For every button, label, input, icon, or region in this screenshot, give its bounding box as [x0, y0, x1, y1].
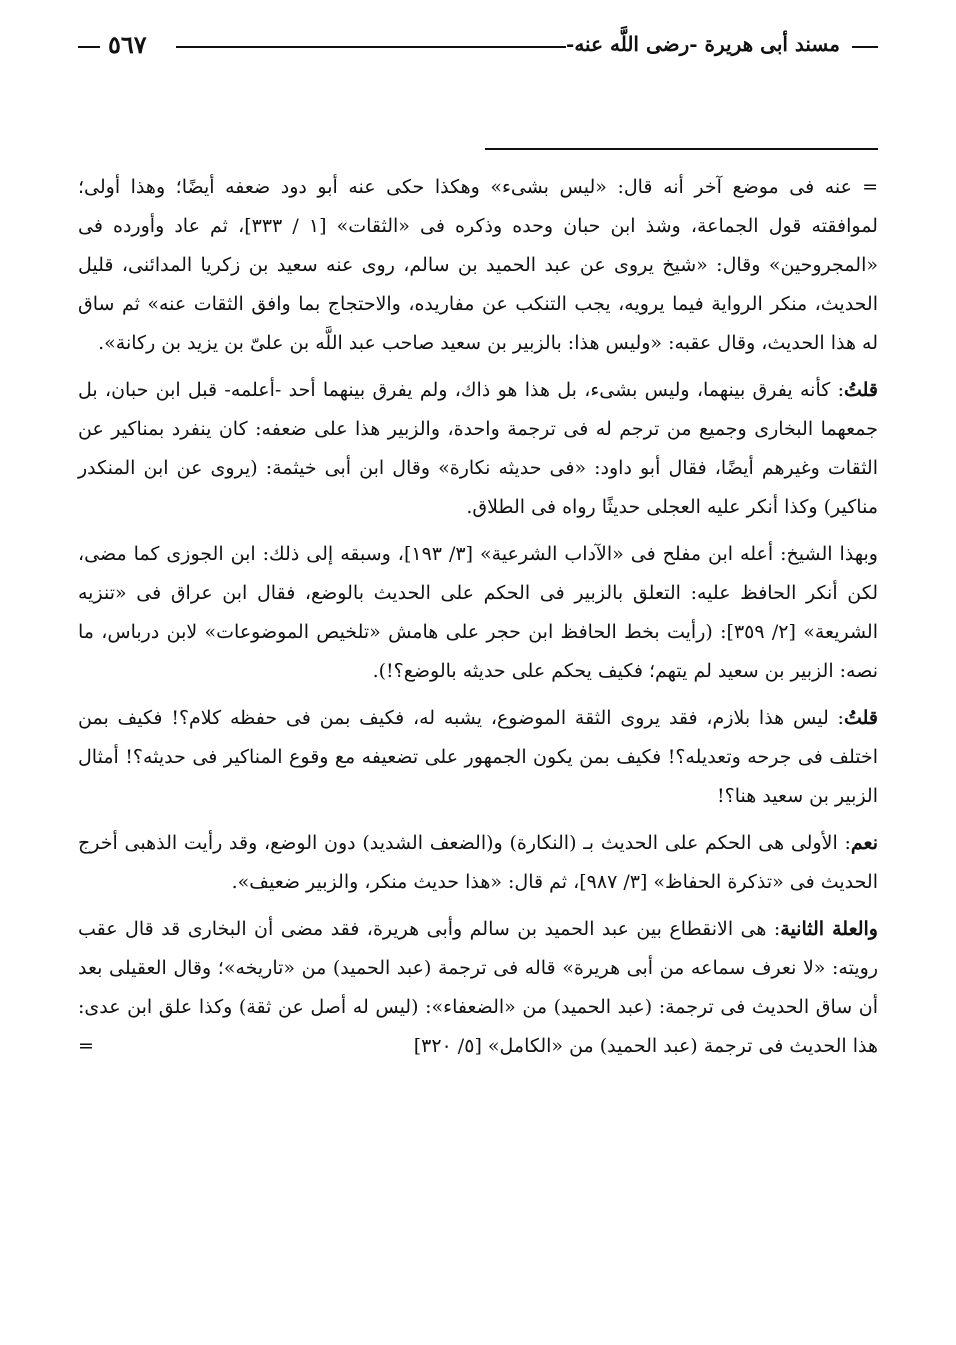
paragraph-1-text: عنه فى موضع آخر أنه قال: «ليس بشىء» وهكذا حكى عنه أبو دود ضعفه أيضًا؛ وهذا أولى؛ لموافقته قول الجماعة، وشذ ابن حبان وحده وذكره فى «الثقات» [١ / ٣٣٣]، ثم عاد وأورده فى «المجروحين» وقال: «شيخ يروى عن عبد الحميد بن سالم، روى عنه سعيد بن زكريا المدائنى، قليل الحديث، منكر الرواية فيما يرويه، يجب التنكب عن مفاريده، والاحتجاج بما وافق الثقات عنه» ثم ساق له هذا الحديث، وقال عقبه: «وليس هذا: بالزبير بن سعيد صاحب عبد اللَّه بن علىّ بن يزيد بن ركانة».: [78, 176, 878, 354]
paragraph-5-text: : الأولى هى الحكم على الحديث بـ (النكارة) و(الضعف الشديد) دون الوضع، وقد رأيت الذهبى أخرج الحديث فى «تذكرة الحفاظ» [٣/ ٩٨٧]، ثم قال: «هذا حديث منكر، والزبير ضعيف».: [78, 832, 878, 893]
paragraph-3: [78, 535, 878, 691]
paragraph-6-label: والعلة الثانية: [780, 918, 878, 940]
page-number: ٥٦٧: [108, 30, 147, 59]
paragraph-2-label: قلتُ: [843, 379, 878, 401]
paragraph-3-text: وبهذا الشيخ: أعله ابن مفلح فى «الآداب الشرعية» [٣/ ١٩٣]، وسبقه إلى ذلك: ابن الجوزى كما مضى، لكن أنكر الحافظ عليه: التعلق بالزبير فى الحكم على الحديث بالوضع، فقال ابن عراق فى «تنزيه الشريعة» [٢/ ٣٥٩]: (رأيت بخط الحافظ ابن حجر على هامش «تلخيص الموضوعات» لابن درباس، ما نصه: الزبير بن سعيد لم يتهم؛ فكيف يحكم على حديثه بالوضع؟!).: [78, 543, 878, 682]
paragraph-2: [78, 371, 878, 527]
continuation-marker-end: =: [78, 1035, 94, 1057]
header-rule: [176, 46, 566, 48]
paragraph-1: [78, 168, 878, 363]
paragraph-4-label: قلتُ: [843, 707, 878, 729]
paragraph-2-text: : كأنه يفرق بينهما، وليس بشىء، بل هذا هو ذاك، ولم يفرق بينهما أحد -أعلمه- قبل ابن حبان، بل جمعهما البخارى وجميع من ترجم له فى ترجمة واحدة، والزبير هذا على ضعفه: كان ينفرد بمناكير عن الثقات وغيرهم أيضًا، فقال أبو داود: «فى حديثه نكارة» وقال ابن أبى خيثمة: (يروى عن ابن المنكدر مناكير) وكذا أنكر عليه العجلى حديثًا رواه فى الطلاق.: [78, 379, 878, 518]
footnote-body: [78, 168, 878, 1074]
continuation-marker: =: [862, 176, 878, 198]
paragraph-6: [78, 910, 878, 1066]
footnote-separator: [485, 148, 878, 150]
header-title: مسند أبى هريرة -رضى اللَّه عنه-: [566, 32, 840, 56]
paragraph-5-label: نعم: [850, 832, 878, 854]
paragraph-6-text: : هى الانقطاع بين عبد الحميد بن سالم وأبى هريرة، فقد مضى أن البخارى قد قال عقب رويته: «لا نعرف سماعه من أبى هريرة» قاله فى ترجمة (عبد الحميد) من «تاريخه»؛ وقال العقيلى بعد أن ساق الحديث فى ترجمة: (عبد الحميد) من «الضعفاء»: (ليس له أصل عن ثقة) وكذا علق ابن عدى: هذا الحديث فى ترجمة (عبد الحميد) من «الكامل» [٥/ ٣٢٠]: [78, 918, 878, 1057]
paragraph-4-text: : ليس هذا بلازم، فقد يروى الثقة الموضوع، يشبه له، فكيف بمن فى حفظه كلام؟! فكيف بمن اختلف فى جرحه وتعديله؟! فكيف بمن يكون الجمهور على تضعيفه مع وقوع المناكير فى حديثه؟! أمثال الزبير بن سعيد هنا؟!: [78, 707, 878, 807]
header-dash-right: [852, 46, 878, 48]
header-dash-left: [78, 46, 100, 48]
paragraph-4: [78, 699, 878, 816]
page-header: [78, 28, 878, 68]
paragraph-5: [78, 824, 878, 902]
